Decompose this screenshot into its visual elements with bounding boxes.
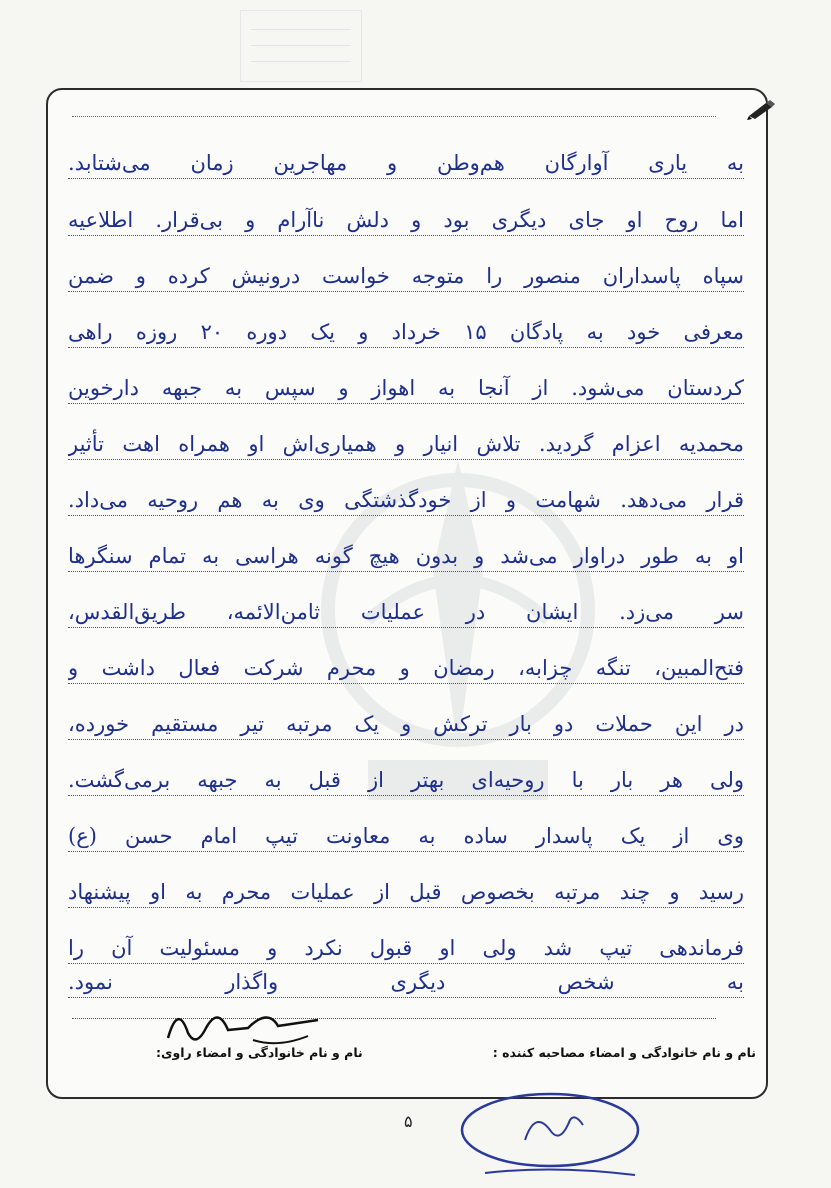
text-line: معرفی خود به پادگان ۱۵ خرداد و یک دوره ۲۰ روزه راهی bbox=[68, 312, 744, 348]
text-line: به شخص دیگری واگذار نمود. bbox=[68, 962, 744, 998]
narrator-label: نام و نام خانوادگی و امضاء راوی: bbox=[156, 1045, 363, 1060]
text-line: فرماندهی تیپ شد ولی او قبول نکرد و مسئولیت آن را bbox=[68, 928, 744, 964]
page-frame bbox=[46, 88, 768, 1099]
text-line: او به طور دراوار می‌شد و بدون هیچ گونه هراسی به تمام سنگرها bbox=[68, 536, 744, 572]
text-line: سپاه پاسداران منصور را متوجه خواست درونیش کرده و ضمن bbox=[68, 256, 744, 292]
text-line: قرار می‌دهد. شهامت و از خودگذشتگی وی به هم روحیه می‌داد. bbox=[68, 480, 744, 516]
text-line: اما روح او جای دیگری بود و دلش ناآرام و بی‌قرار. اطلاعیه bbox=[68, 200, 744, 236]
text-line: سر می‌زد. ایشان در عملیات ثامن‌الائمه، طریق‌القدس، bbox=[68, 592, 744, 628]
text-line: محمدیه اعزام گردید. تلاش انیار و همیاری‌اش او همراه اهت تأثیر bbox=[68, 424, 744, 460]
text-line: کردستان می‌شود. از آنجا به اهواز و سپس به جبهه دارخوین bbox=[68, 368, 744, 404]
text-line: به یاری آوارگان هم‌وطن و مهاجرین زمان می‌شتابد. bbox=[68, 143, 744, 179]
text-line: رسید و چند مرتبه بخصوص قبل از عملیات محرم به او پیشنهاد bbox=[68, 872, 744, 908]
page-number: ۵ bbox=[404, 1112, 413, 1131]
text-line: فتح‌المبین، تنگه چزابه، رمضان و محرم شرکت فعال داشت و bbox=[68, 648, 744, 684]
interviewer-stamp bbox=[455, 1085, 645, 1180]
interviewer-label: نام و نام خانوادگی و امضاء مصاحبه کننده : bbox=[492, 1045, 756, 1060]
header-dotted-line bbox=[72, 116, 716, 117]
text-line: در این حملات دو بار ترکش و یک مرتبه تیر مستقیم خورده، bbox=[68, 704, 744, 740]
pen-icon bbox=[746, 97, 780, 121]
text-line: ولی هر بار با روحیه‌ای بهتر از قبل به جبهه برمی‌گشت. bbox=[68, 760, 744, 796]
text-line: وی از یک پاسدار ساده به معاونت تیپ امام حسن (ع) bbox=[68, 816, 744, 852]
bleed-through-stamp bbox=[240, 10, 362, 82]
